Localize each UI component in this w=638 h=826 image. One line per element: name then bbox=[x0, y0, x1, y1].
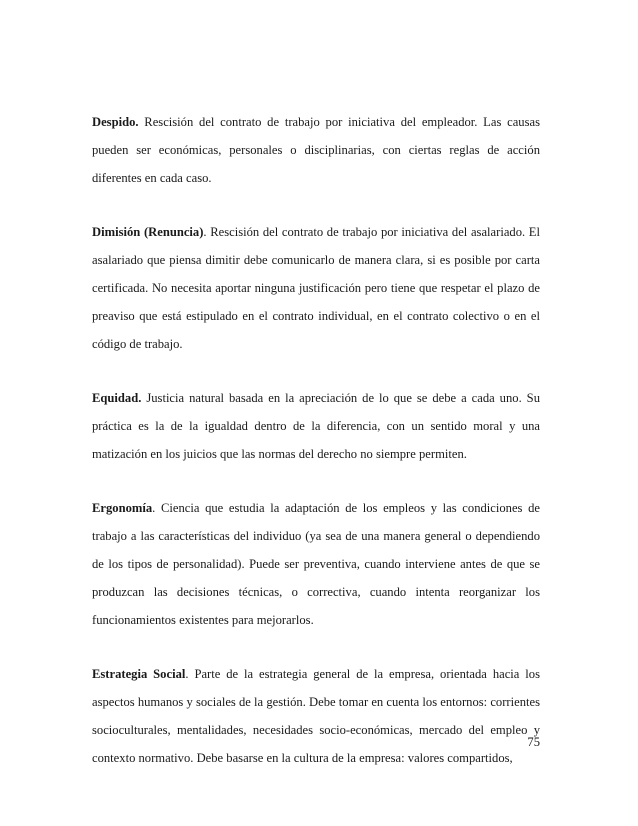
glossary-entry-estrategia-social bbox=[92, 660, 540, 772]
glossary-definition: Rescisión del contrato de trabajo por iniciativa del empleador. Las causas pueden ser económicas, personales o disciplinarias, con ciertas reglas de acción diferentes en cada caso. bbox=[92, 115, 540, 185]
glossary-definition: . Rescisión del contrato de trabajo por iniciativa del asalariado. El asalariado que piensa dimitir debe comunicarlo de manera clara, si es posible por carta certificada. No necesita aportar ninguna justificación pero tiene que respetar el plazo de preaviso que está estipulado en el contrato individual, en el contrato colectivo o en el código de trabajo. bbox=[92, 225, 540, 351]
glossary-definition: . Ciencia que estudia la adaptación de los empleos y las condiciones de trabajo a las características del individuo (ya sea de una manera general o dependiendo de los tipos de personalidad). Puede ser preventiva, cuando interviene antes de que se produzcan las decisiones técnicas, o correctiva, cuando intenta reorganizar los funcionamientos existentes para mejorarlos. bbox=[92, 501, 540, 627]
glossary-term: Ergonomía bbox=[92, 501, 153, 515]
glossary-entry-dimision bbox=[92, 218, 540, 358]
glossary-entry-equidad bbox=[92, 384, 540, 468]
glossary-definition: Justicia natural basada en la apreciación de lo que se debe a cada uno. Su práctica es la de la igualdad dentro de la diferencia, con un sentido moral y una matización en los juicios que las normas del derecho no siempre permiten. bbox=[92, 391, 540, 461]
glossary-entry-despido bbox=[92, 108, 540, 192]
glossary-term: Estrategia Social bbox=[92, 667, 186, 681]
page-number: 75 bbox=[527, 735, 540, 749]
glossary-term: Equidad. bbox=[92, 391, 142, 405]
glossary-definition: . Parte de la estrategia general de la empresa, orientada hacia los aspectos humanos y sociales de la gestión. Debe tomar en cuenta los entornos: corrientes socioculturales, mentalidades, necesidades socio-económicas, mercado del empleo y contexto normativo. Debe basarse en la cultura de la empresa: valores compartidos, bbox=[92, 667, 540, 765]
glossary-entry-ergonomia bbox=[92, 494, 540, 634]
glossary-term: Despido. bbox=[92, 115, 139, 129]
document-page bbox=[92, 108, 540, 798]
glossary-term: Dimisión (Renuncia) bbox=[92, 225, 204, 239]
